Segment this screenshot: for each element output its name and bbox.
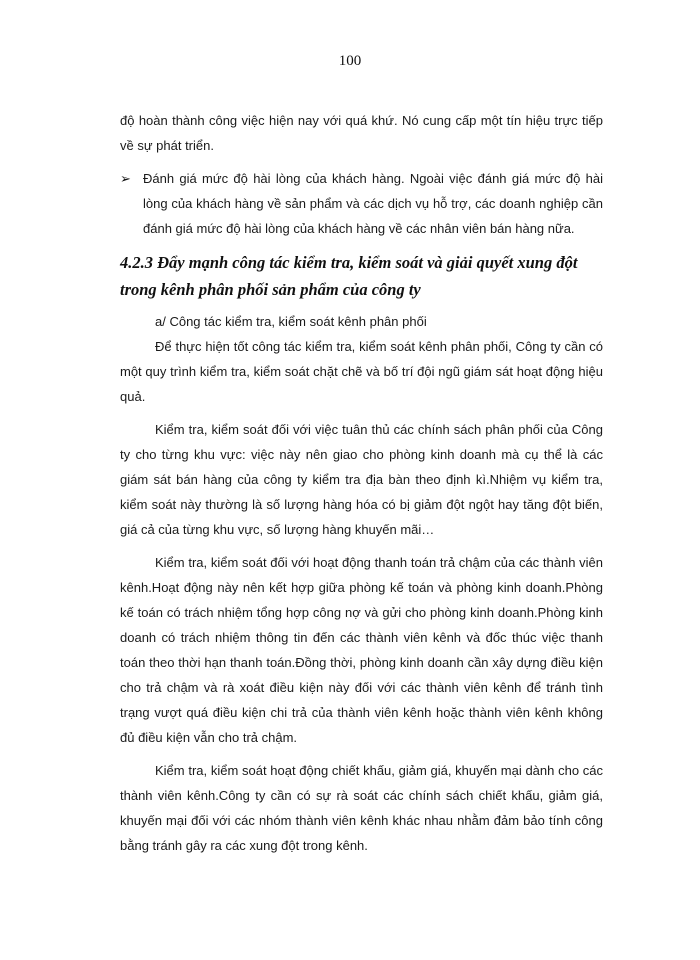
paragraph-continuation: độ hoàn thành công việc hiện nay với quá khứ. Nó cung cấp một tín hiệu trực tiếp về sự phát triển.	[120, 113, 603, 153]
paragraph: Kiểm tra, kiểm soát đối với việc tuân thủ các chính sách phân phối của Công ty cho từng khu vực: việc này nên giao cho phòng kinh doanh mà cụ thể là các giám sát bán hàng của công ty kiểm tra địa bàn theo định kì.Nhiệm vụ kiểm tra, kiểm soát này thường là số lượng hàng hóa có bị giảm đột ngột hay tăng đột biến, giá cả của từng khu vực, số lượng hàng khuyến mãi…	[120, 422, 603, 537]
bullet-item	[120, 166, 603, 241]
paragraph: Kiểm tra, kiểm soát đối với hoạt động thanh toán trả chậm của các thành viên kênh.Hoạt động này nên kết hợp giữa phòng kế toán và phòng kinh doanh.Phòng kế toán có trách nhiệm tổng hợp công nợ và gửi cho phòng kinh doanh.Phòng kinh doanh có trách nhiệm thông tin đến các thành viên kênh và đốc thúc việc thanh toán theo thời hạn thanh toán.Đồng thời, phòng kinh doanh cần xây dựng điều kiện cho trả chậm và rà xoát điều kiện này đối với các thành viên kênh để tránh tình trạng vượt quá điều kiện chi trả của thành viên kênh hoặc thành viên kênh không đủ điều kiện vẫn cho trả chậm.	[120, 555, 603, 745]
subsection-heading: a/ Công tác kiểm tra, kiểm soát kênh phân phối	[155, 314, 427, 329]
page-body	[120, 108, 603, 866]
section-heading: 4.2.3 Đẩy mạnh công tác kiểm tra, kiểm soát và giải quyết xung đột trong kênh phân phối sản phẩm của công ty	[120, 253, 578, 299]
paragraph: Để thực hiện tốt công tác kiểm tra, kiểm soát kênh phân phối, Công ty cần có một quy trình kiểm tra, kiểm soát chặt chẽ và bố trí đội ngũ giám sát hoạt động hiệu quả.	[120, 339, 603, 404]
bullet-text: Đánh giá mức độ hài lòng của khách hàng. Ngoài việc đánh giá mức độ hài lòng của khách hàng về sản phẩm và các dịch vụ hỗ trợ, các doanh nghiệp cần đánh giá mức độ hài lòng của khách hàng về các nhân viên bán hàng nữa.	[143, 171, 603, 236]
arrow-bullet-icon: ➢	[120, 171, 131, 186]
page-number: 100	[338, 53, 362, 69]
paragraph: Kiểm tra, kiểm soát hoạt động chiết khấu, giảm giá, khuyến mại dành cho các thành viên kênh.Công ty cần có sự rà soát các chính sách chiết khấu, giảm giá, khuyến mại đối với các nhóm thành viên kênh khác nhau nhằm đảm bảo tính công bằng tránh gây ra các xung đột trong kênh.	[120, 763, 603, 853]
